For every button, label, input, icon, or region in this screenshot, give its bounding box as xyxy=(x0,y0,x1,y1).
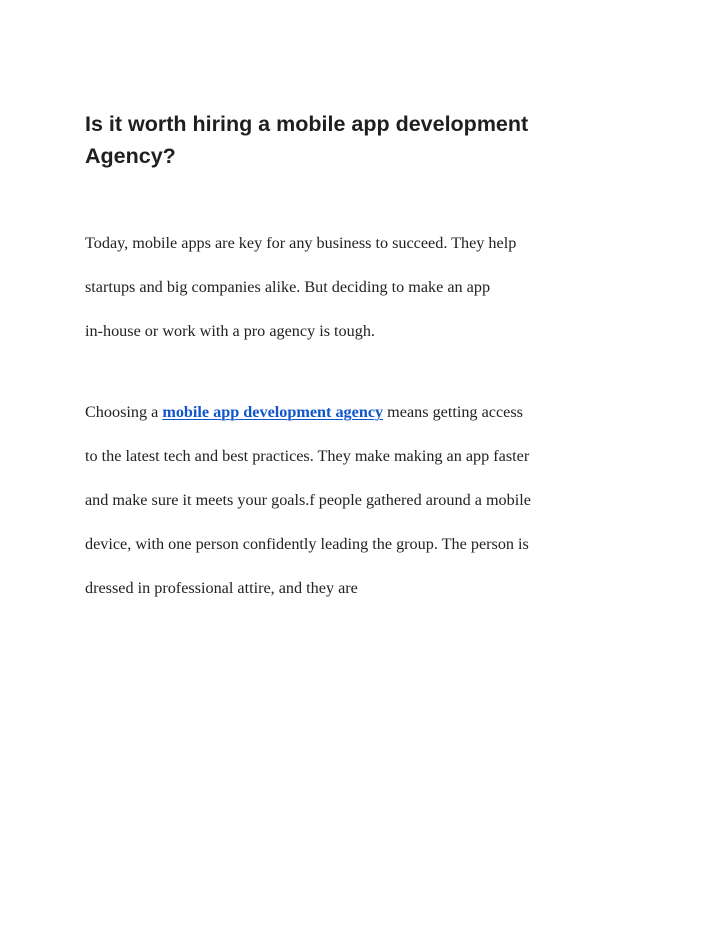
link-suffix-text: means getting access xyxy=(383,403,523,421)
paragraph-line: to the latest tech and best practices. They make making an app faster xyxy=(85,447,530,465)
paragraph-line: Today, mobile apps are key for any business to succeed. They help xyxy=(85,234,517,252)
link-prefix-text: Choosing a xyxy=(85,403,163,421)
paragraph-line: device, with one person confidently leading the group. The person is xyxy=(85,535,529,553)
paragraph-line: in-house or work with a pro agency is tough. xyxy=(85,322,375,340)
paragraph-line: dressed in professional attire, and they are xyxy=(85,579,358,597)
agency-paragraph xyxy=(85,399,665,619)
page-title xyxy=(85,108,645,172)
intro-paragraph xyxy=(85,230,665,362)
paragraph-line xyxy=(85,399,665,443)
paragraph-line: startups and big companies alike. But deciding to make an app xyxy=(85,278,491,296)
agency-link[interactable]: mobile app development agency xyxy=(162,403,384,421)
paragraph-line: and make sure it meets your goals.f people gathered around a mobile xyxy=(85,491,531,509)
title-line-2: Agency? xyxy=(85,144,176,168)
title-line-1: Is it worth hiring a mobile app development xyxy=(85,112,529,136)
